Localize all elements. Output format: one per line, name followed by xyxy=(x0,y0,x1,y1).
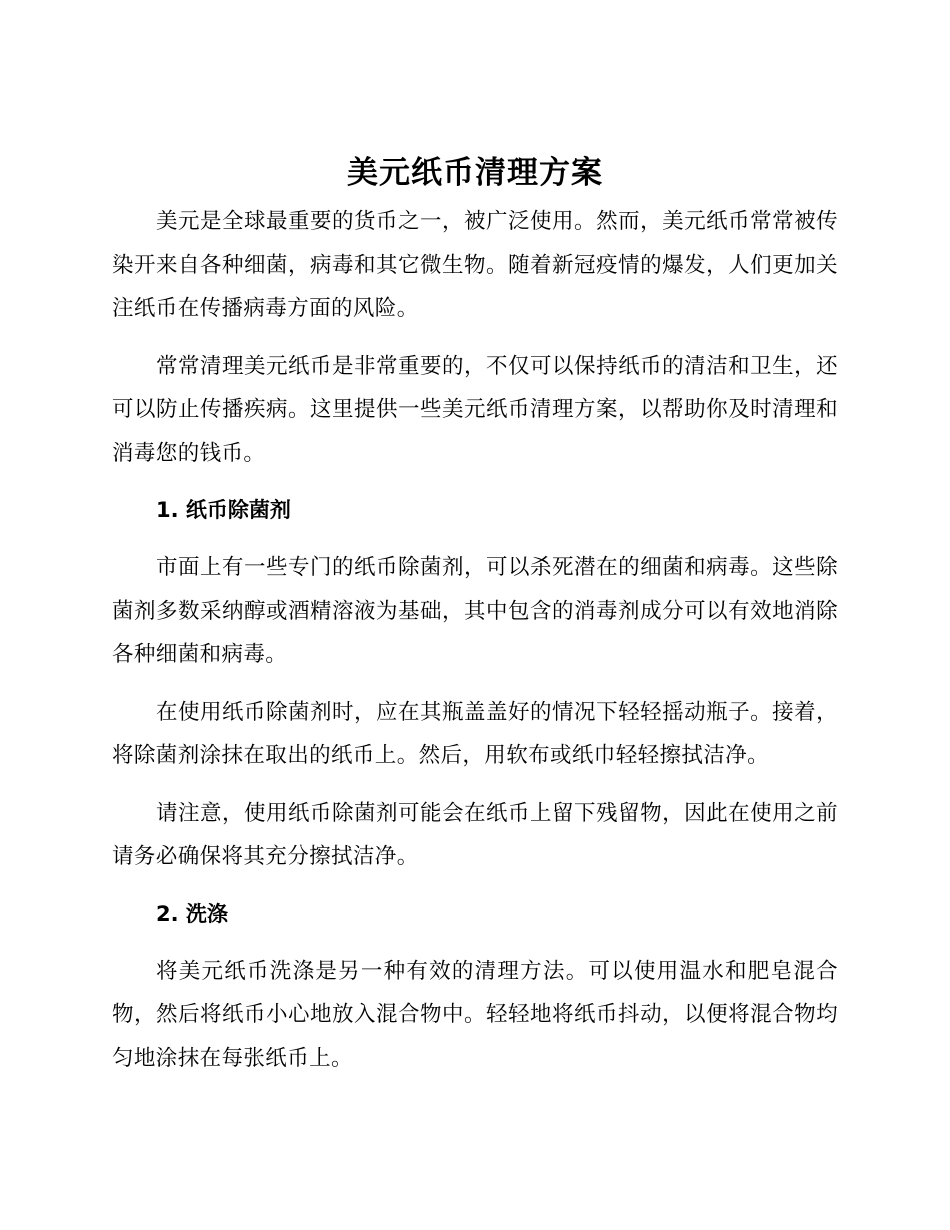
document-page xyxy=(112,150,838,1094)
intro-paragraph: 常常清理美元纸币是非常重要的，不仅可以保持纸币的清洁和卫生，还可以防止传播疾病。这里提供一些美元纸币清理方案，以帮助你及时清理和消毒您的钱币。 xyxy=(112,353,838,466)
section-heading-washing: 2. 洗涤 xyxy=(156,901,228,926)
section-heading-sanitizer: 1. 纸币除菌剂 xyxy=(156,498,291,522)
section-paragraph: 市面上有一些专门的纸币除菌剂，可以杀死潜在的细菌和病毒。这些除菌剂多数采纳醇或酒精溶液为基础，其中包含的消毒剂成分可以有效地消除各种细菌和病毒。 xyxy=(112,555,838,667)
section-paragraph: 请注意，使用纸币除菌剂可能会在纸币上留下残留物，因此在使用之前请务必确保将其充分擦拭洁净。 xyxy=(112,800,838,869)
document-title: 美元纸币清理方案 xyxy=(347,155,603,191)
section-paragraph: 在使用纸币除菌剂时，应在其瓶盖盖好的情况下轻轻摇动瓶子。接着，将除菌剂涂抹在取出的纸币上。然后，用软布或纸巾轻轻擦拭洁净。 xyxy=(112,699,838,768)
intro-paragraph: 美元是全球最重要的货币之一，被广泛使用。然而，美元纸币常常被传染开来自各种细菌，病毒和其它微生物。随着新冠疫情的爆发，人们更加关注纸币在传播病毒方面的风险。 xyxy=(112,209,838,321)
section-paragraph: 将美元纸币洗涤是另一种有效的清理方法。可以使用温水和肥皂混合物，然后将纸币小心地放入混合物中。轻轻地将纸币抖动，以便将混合物均匀地涂抹在每张纸币上。 xyxy=(112,958,838,1071)
